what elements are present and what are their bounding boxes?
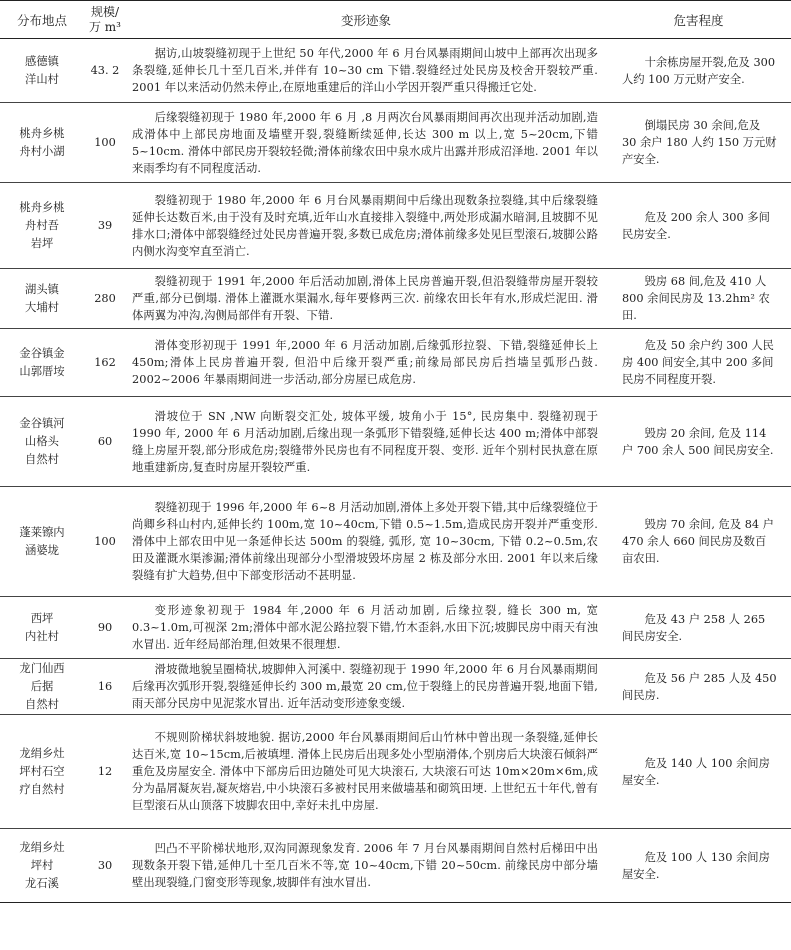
- cell-scale: 43. 2: [84, 39, 126, 103]
- table-row: [0, 39, 791, 103]
- cell-scale: 60: [84, 397, 126, 487]
- cell-location: 龙绢乡灶 坪村石空 疗自然村: [0, 715, 84, 829]
- cell-location: 感德镇 洋山村: [0, 39, 84, 103]
- cell-scale: 280: [84, 269, 126, 329]
- cell-location: 金谷镇金 山郭厝垵: [0, 329, 84, 397]
- cell-scale: 162: [84, 329, 126, 397]
- cell-location: 桃舟乡桃 舟村吾 岩坪: [0, 183, 84, 269]
- cell-scale: 12: [84, 715, 126, 829]
- cell-scale: 90: [84, 597, 126, 659]
- cell-harm: 十余栋房屋开裂,危及 300 人约 100 万元财产安全.: [606, 39, 791, 103]
- cell-location: 西坪 内社村: [0, 597, 84, 659]
- cell-harm: 毁房 70 余间, 危及 84 户 470 余人 660 间民房及数百亩农田.: [606, 487, 791, 597]
- cell-scale: 39: [84, 183, 126, 269]
- cell-harm: 危及 140 人 100 余间房屋安全.: [606, 715, 791, 829]
- header-harm: 危害程度: [606, 1, 791, 39]
- header-deformation: 变形迹象: [126, 1, 606, 39]
- cell-harm: 危及 200 余人 300 多间民房安全.: [606, 183, 791, 269]
- cell-harm: 危及 100 人 130 余间房屋安全.: [606, 829, 791, 903]
- cell-deformation: 滑坡位于 SN ,NW 向断裂交汇处, 坡体平缓, 坡角小于 15°, 民房集中. 裂缝初现于 1990 年, 2000 年 6 月活动加剧,后缘出现一条弧形下错裂缝,延伸长达 400 m;滑体中部裂缝上房屋开裂,部分形成危房;裂缝带外民房也有不同程度开裂、变形. 近年个别村民执意在原地重建新房,复查时房屋开裂较严重.: [126, 397, 606, 487]
- cell-deformation: 裂缝初现于 1991 年,2000 年后活动加剧,滑体上民房普遍开裂,但沿裂缝带房屋开裂较严重,部分已倒塌. 滑体上灌溉水渠漏水,每年要修两三次. 前缘农田长年有水,形成烂泥田. 滑体两翼为冲沟,沟侧局部伴有开裂、下错.: [126, 269, 606, 329]
- header-row: [0, 1, 791, 39]
- header-location: 分布地点: [0, 1, 84, 39]
- table-row: [0, 103, 791, 183]
- cell-harm: 倒塌民房 30 余间,危及 30 余户 180 人约 150 万元财产安全.: [606, 103, 791, 183]
- cell-scale: 30: [84, 829, 126, 903]
- table-row: [0, 715, 791, 829]
- cell-deformation: 后缘裂缝初现于 1980 年,2000 年 6 月 ,8 月两次台风暴雨期间再次出现并活动加剧,造成滑体中上部民房地面及墙壁开裂,裂缝断续延伸,长达 300 m 以上,宽 5~20cm,下错 5~10cm. 滑体中部民房开裂较轻微;滑体前缘农田中泉水成片出露并形成沼泽地. 2001 年以来雨季均有不同程度活动.: [126, 103, 606, 183]
- cell-scale: 16: [84, 659, 126, 715]
- cell-harm: 毁房 68 间,危及 410 人 800 余间民房及 13.2hm² 农田.: [606, 269, 791, 329]
- cell-deformation: 滑体变形初现于 1991 年,2000 年 6 月活动加剧,后缘弧形拉裂、下错,裂缝延伸长上 450m;滑体上民房普遍开裂, 但沿中后缘开裂严重;前缘局部民房后挡墙呈弧形凸鼓. 2002~2006 年暴雨期间进一步活动,部分房屋已成危房.: [126, 329, 606, 397]
- cell-harm: 危及 56 户 285 人及 450 间民房.: [606, 659, 791, 715]
- cell-deformation: 凹凸不平阶梯状地形,双沟同源现象发育. 2006 年 7 月台风暴雨期间自然村后梯田中出现数条开裂下错,延伸几十至几百米不等,宽 10~40cm,下错 20~50cm. 前缘民房中部分墙壁出现裂缝,门窗变形等现象,坡脚伴有浊水冒出.: [126, 829, 606, 903]
- table-row: [0, 329, 791, 397]
- header-scale-line2: 万 m³: [88, 19, 121, 34]
- cell-location: 桃舟乡桃 舟村小湖: [0, 103, 84, 183]
- table-row: [0, 597, 791, 659]
- table-row: [0, 269, 791, 329]
- cell-location: 湖头镇 大埔村: [0, 269, 84, 329]
- header-scale-line1: 规模/: [90, 4, 120, 19]
- cell-location: 龙门仙西 后据 自然村: [0, 659, 84, 715]
- cell-location: 龙绢乡灶 坪村 龙石溪: [0, 829, 84, 903]
- cell-harm: 危及 50 余户约 300 人民房 400 间安全,其中 200 多间民房不同程度开裂.: [606, 329, 791, 397]
- cell-scale: 100: [84, 103, 126, 183]
- table-row: [0, 487, 791, 597]
- cell-harm: 毁房 20 余间, 危及 114 户 700 余人 500 间民房安全.: [606, 397, 791, 487]
- cell-deformation: 变形迹象初现于 1984 年,2000 年 6 月活动加剧, 后缘拉裂, 缝长 300 m, 宽 0.3~1.0m,可视深 2m;滑体中部水泥公路拉裂下错,竹木歪斜,水田下沉;坡脚民房中雨天有浊水冒出. 近年经局部治理,但效果不很理想.: [126, 597, 606, 659]
- table-row: [0, 659, 791, 715]
- table-row: [0, 829, 791, 903]
- cell-deformation: 不规则阶梯状斜坡地貌. 据访,2000 年台风暴雨期间后山竹林中曾出现一条裂缝,延伸长达百米,宽 10~15cm,后被填埋. 滑体上民房后出现多处小型崩滑体,个别房后大块滚石倾斜严重危及房屋安全. 滑体中下部房后田边随处可见大块滚石, 大块滚石可达 10m×20m×6m,成分为晶屑凝灰岩,凝灰熔岩,中小块滚石多被村民用来做墙基和砌筑田埂. 上世纪五十年代,曾有巨型滚石从山顶落下坡脚农田中,幸好未扎中房屋.: [126, 715, 606, 829]
- cell-location: 蓬莱镲内 涵婆垅: [0, 487, 84, 597]
- cell-deformation: 裂缝初现于 1996 年,2000 年 6~8 月活动加剧,滑体上多处开裂下错,其中后缘裂缝位于尚卿乡科山村内,延伸长约 100m,宽 10~40cm,下错 0.5~1.5m,造成民房开裂并严重变形. 滑体中上部农田中见一条延伸长达 500m 的裂缝, 弧形, 宽 10~30cm, 下错 0.2~0.5m,农田及灌溉水渠渗漏;滑体前缘出现部分小型滑坡毁坏房屋 2 栋及部分水田. 2001 年以来后缘裂缝有扩大趋势,但中下部变形活动不甚明显.: [126, 487, 606, 597]
- table-row: [0, 397, 791, 487]
- table-row: [0, 183, 791, 269]
- cell-deformation: 据访,山坡裂缝初现于上世纪 50 年代,2000 年 6 月台风暴雨期间山坡中上部再次出现多条裂缝,延伸长几十至几百米,并伴有 10~30 cm 下错.裂缝经过处民房及校舍开裂较严重. 2001 年以来活动仍然未停止,在原地重建后的洋山小学因开裂严重只得搬迁它处.: [126, 39, 606, 103]
- cell-harm: 危及 43 户 258 人 265 间民房安全.: [606, 597, 791, 659]
- cell-scale: 100: [84, 487, 126, 597]
- header-scale: [84, 1, 126, 39]
- cell-deformation: 裂缝初现于 1980 年,2000 年 6 月台风暴雨期间中后缘出现数条拉裂缝,其中后缘裂缝延伸长达数百米,由于没有及时充填,近年山水直接排入裂缝中,两处形成漏水暗洞,且坡脚不见排水口;滑体中部裂缝经过处民房普遍开裂,多数已成危房;滑体前缘多处见巨型滚石,坡脚公路内侧水沟变窄直至消亡.: [126, 183, 606, 269]
- cell-deformation: 滑坡微地貌呈圈椅状,坡脚伸入河溪中. 裂缝初现于 1990 年,2000 年 6 月台风暴雨期间后缘再次弧形开裂,裂缝延伸长约 300 m,最宽 20 cm,位于裂缝上的民房普遍开裂,地面下错,雨天部分民房中见泥浆水冒出. 近年活动变形迹象变缓.: [126, 659, 606, 715]
- cell-location: 金谷镇河 山格头 自然村: [0, 397, 84, 487]
